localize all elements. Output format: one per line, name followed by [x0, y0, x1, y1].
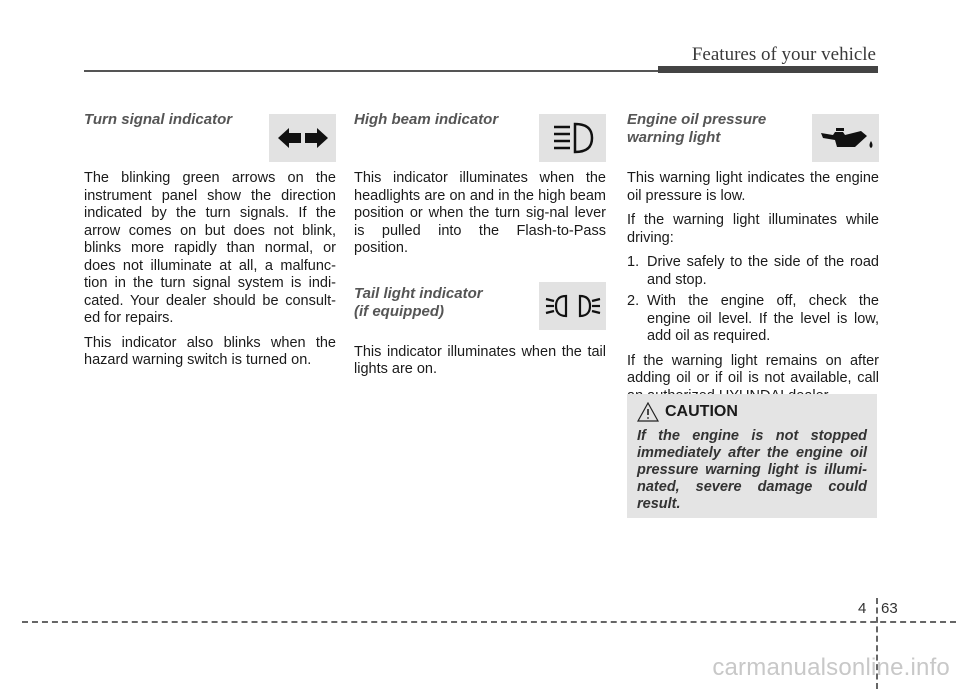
- paragraph: If the warning light illuminates while driving:: [627, 212, 879, 246]
- column-2: [354, 110, 606, 386]
- chapter-number: 4: [858, 600, 867, 617]
- list-item: [627, 254, 879, 289]
- section-heading: Turn signal indicator: [84, 111, 233, 128]
- section-head-tail-light: [354, 284, 606, 334]
- oil-can-icon: [812, 114, 879, 162]
- column-1: [84, 110, 336, 377]
- caution-title: CAUTION: [665, 403, 738, 420]
- section-head-engine-oil: [627, 110, 879, 160]
- watermark: carmanualsonline.info: [712, 654, 950, 681]
- section-body-turn-signal: [84, 170, 336, 370]
- warning-triangle-icon: [637, 402, 659, 422]
- page-number: 63: [881, 600, 898, 617]
- section-heading: High beam indicator: [354, 111, 499, 128]
- section-head-high-beam: [354, 110, 606, 160]
- section-body-high-beam: [354, 170, 606, 258]
- section-body-tail-light: [354, 344, 606, 379]
- high-beam-icon: [539, 114, 606, 162]
- list-item: [627, 293, 879, 346]
- header-rule-accent: [658, 66, 878, 73]
- list-item-text: With the engine off, check the engine oil level. If the level is low, add oil as required.: [647, 293, 879, 344]
- section-heading-line2: (if equipped): [354, 302, 444, 320]
- list-item-text: Drive safely to the side of the road and stop.: [647, 254, 879, 288]
- caution-header: [637, 402, 867, 422]
- paragraph: This indicator illuminates when the headlights are on and in the high beam position or when the turn sig-nal lever is pulled into the Flash-to-Pass position.: [354, 170, 606, 256]
- paragraph: The blinking green arrows on the instrument panel show the direction indicated by the turn signals. If the arrow comes on but does not blink, blinks more rapidly than normal, or does not illuminate at all, a malfunc-tion in the turn signal system is indi-cated. Your dealer should be consult-ed for repairs.: [84, 170, 336, 326]
- turn-signal-arrows-icon: [269, 114, 336, 162]
- section-head-turn-signal: [84, 110, 336, 160]
- caution-box: [627, 394, 877, 518]
- section-body-engine-oil: [627, 170, 879, 405]
- list-item-number: 2.: [627, 293, 640, 309]
- footer-rule: [22, 621, 956, 623]
- header-title: Features of your vehicle: [691, 44, 876, 65]
- section-heading-line2: warning light: [627, 129, 721, 146]
- tail-light-icon: [539, 282, 606, 330]
- paragraph: This indicator also blinks when the hazard warning switch is turned on.: [84, 334, 336, 368]
- list-item-number: 1.: [627, 254, 640, 270]
- paragraph: This warning light indicates the engine oil pressure is low.: [627, 170, 879, 204]
- section-heading-line1: Tail light indicator: [354, 284, 483, 302]
- paragraph: This indicator illuminates when the tail lights are on.: [354, 343, 606, 377]
- caution-text: If the engine is not stopped immediately after the engine oil pressure warning light is illumi-nated, severe damage could result.: [637, 428, 867, 512]
- column-3: [627, 110, 879, 412]
- paragraph: If the warning light remains on after adding oil or if oil is not available, call: [627, 352, 879, 386]
- section-heading-line1: Engine oil pressure: [627, 111, 767, 128]
- steps-list: [627, 254, 879, 346]
